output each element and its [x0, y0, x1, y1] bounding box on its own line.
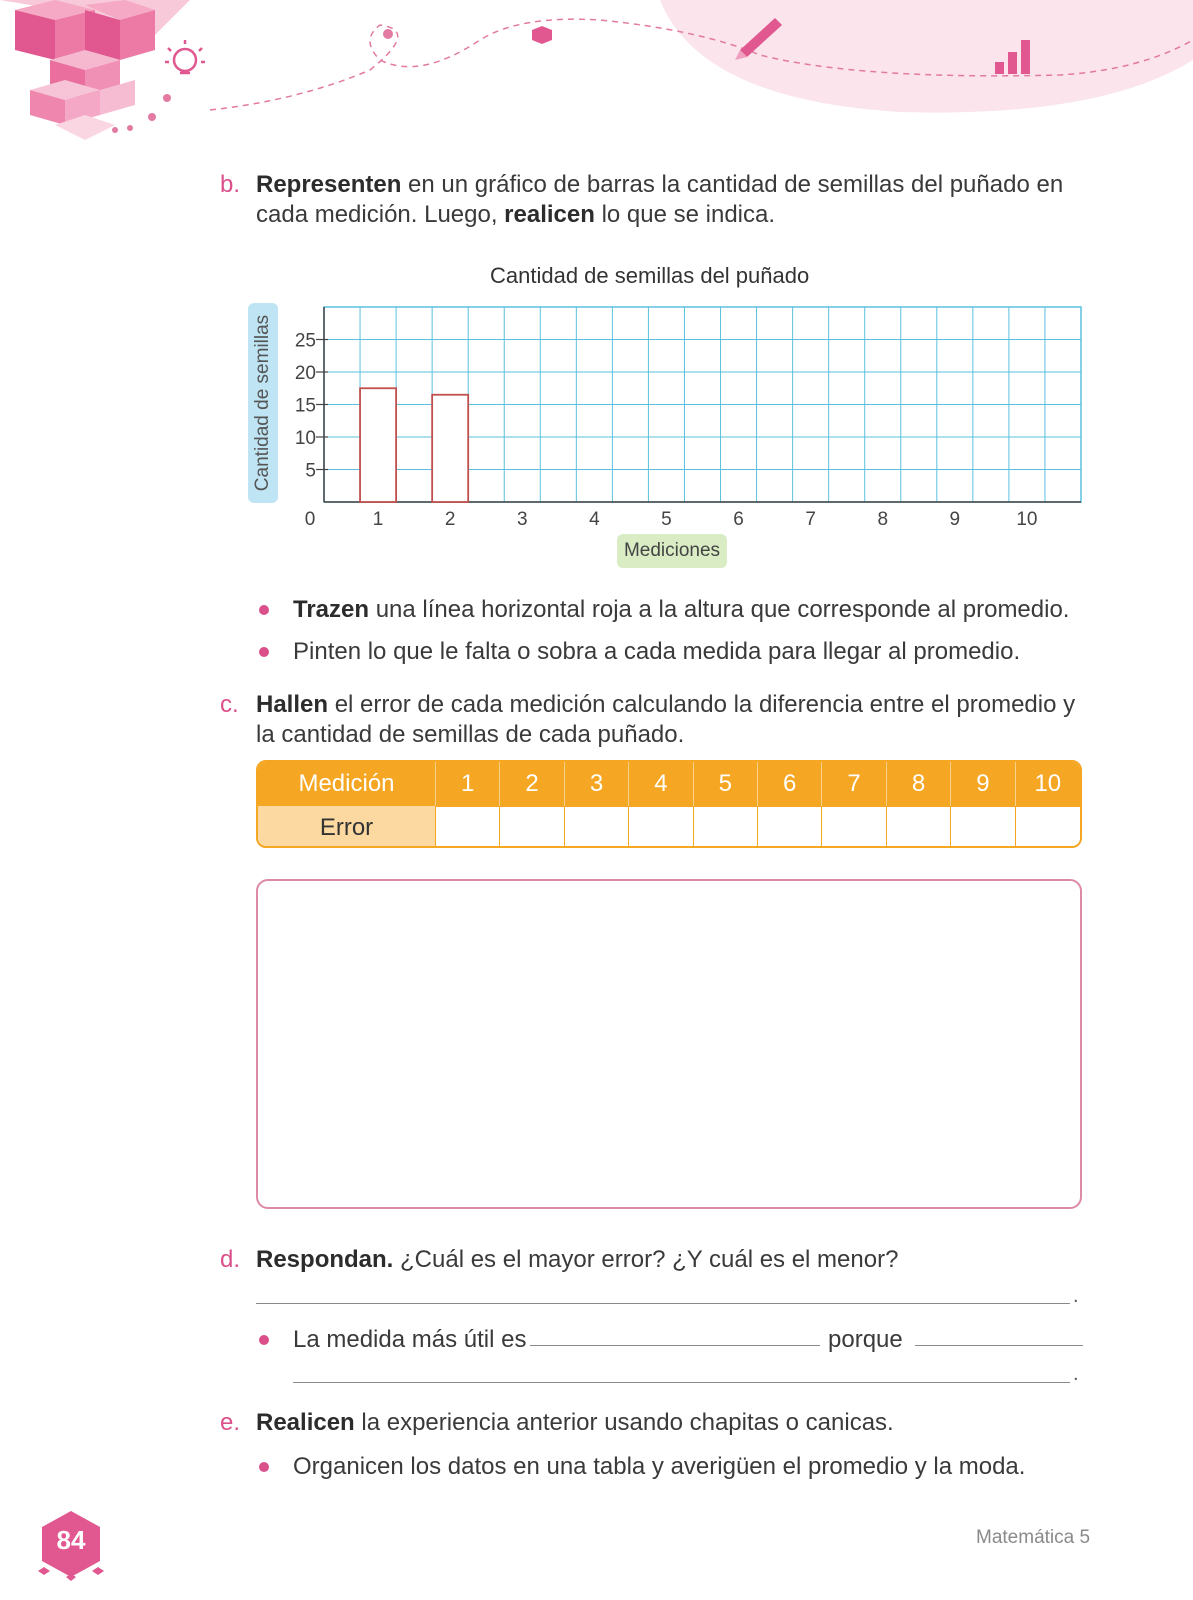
item-letter: e. — [220, 1409, 241, 1436]
bold-verb: Realicen — [256, 1409, 355, 1436]
bullet-dot — [259, 647, 269, 657]
origin-label: 0 — [304, 509, 316, 530]
x-tick-label: 5 — [661, 509, 672, 530]
instruction-c-line1 — [256, 690, 1075, 720]
item-letter: b. — [220, 171, 241, 198]
table-header-label: Medición — [258, 762, 436, 806]
chart-title: Cantidad de semillas del puñado — [490, 263, 810, 288]
table-header-cell: 10 — [1016, 762, 1080, 806]
table-answer-cell[interactable] — [887, 806, 951, 848]
bullet-text: Pinten lo que le falta o sobra a cada medida para llegar al promedio. — [293, 638, 1021, 665]
instruction-c-line2: la cantidad de semillas de cada puñado. — [256, 721, 685, 748]
instruction-d — [256, 1245, 898, 1275]
item-letter: d. — [220, 1246, 241, 1273]
answer-line[interactable] — [530, 1345, 820, 1346]
instruction-e — [256, 1408, 894, 1438]
y-tick-label: 15 — [294, 395, 316, 417]
x-tick-label: 7 — [805, 509, 816, 530]
x-tick-label: 9 — [949, 509, 961, 530]
y-tick-label: 25 — [294, 330, 316, 352]
instruction-b-line2 — [256, 200, 775, 230]
table-header-cell: 9 — [951, 762, 1015, 806]
bullet-text: una línea horizontal roja a la altura que corresponde al promedio. — [369, 596, 1070, 623]
table-answer-cell[interactable] — [758, 806, 822, 848]
x-tick-label: 4 — [589, 509, 600, 530]
table-header-cell: 8 — [887, 762, 951, 806]
bullet-dot — [259, 605, 269, 615]
table-header-cell: 6 — [758, 762, 822, 806]
y-tick-label: 20 — [294, 363, 316, 384]
chart-grid-frame — [324, 307, 1081, 502]
error-table — [256, 760, 1082, 848]
bullet-item — [293, 595, 1069, 625]
table-header-cell: 4 — [629, 762, 693, 806]
answer-line[interactable] — [256, 1303, 1070, 1304]
table-header-cell: 2 — [500, 762, 564, 806]
chart-bar — [360, 388, 396, 502]
table-header-cell: 5 — [694, 762, 758, 806]
x-tick-label: 6 — [733, 509, 744, 530]
bullet-item — [293, 637, 1020, 667]
table-answer-cell[interactable] — [1016, 806, 1080, 848]
chart-bar — [432, 395, 468, 502]
y-axis-label: Cantidad de semillas — [252, 314, 273, 492]
item-letter: c. — [220, 691, 239, 718]
x-tick-label: 3 — [516, 509, 528, 530]
bullet-dot — [259, 1335, 269, 1345]
x-tick-label: 2 — [444, 509, 456, 530]
bold-verb: Respondan. — [256, 1246, 394, 1273]
answer-line[interactable] — [293, 1382, 1070, 1383]
instruction-text: lo que se indica. — [594, 201, 776, 228]
instruction-text: el error de cada medición calculando la diferencia entre el promedio y — [328, 691, 1076, 718]
page-number: 84 — [56, 1525, 86, 1555]
work-area[interactable] — [256, 879, 1082, 1209]
table-row-label: Error — [258, 806, 436, 848]
bold-verb: Representen — [256, 171, 402, 198]
table-header-cell: 7 — [822, 762, 886, 806]
book-title: Matemática 5 — [976, 1527, 1091, 1548]
y-tick-label: 5 — [305, 460, 316, 482]
x-axis-label: Mediciones — [623, 540, 721, 561]
answer-line[interactable] — [915, 1345, 1083, 1346]
bullet-prefix: La medida más útil es — [293, 1326, 527, 1353]
bullet-dot — [259, 1462, 269, 1472]
instruction-text: en un gráfico de barras la cantidad de semillas del puñado en — [401, 171, 1064, 198]
table-answer-cell[interactable] — [951, 806, 1015, 848]
table-header-cell: 1 — [436, 762, 500, 806]
bold-verb: realicen — [504, 201, 595, 228]
table-answer-cell[interactable] — [500, 806, 564, 848]
table-answer-cell[interactable] — [436, 806, 500, 848]
lightbulb-icon — [165, 40, 205, 73]
instruction-text: la experiencia anterior usando chapitas o canicas. — [354, 1409, 894, 1436]
table-answer-cell[interactable] — [565, 806, 629, 848]
bold-verb: Hallen — [256, 691, 329, 718]
bold-verb: Trazen — [293, 596, 370, 623]
x-tick-label: 8 — [877, 509, 889, 530]
x-tick-label: 1 — [372, 509, 384, 530]
cubes-icon — [15, 0, 155, 140]
instruction-b-line1 — [256, 170, 1063, 200]
table-answer-cell[interactable] — [629, 806, 693, 848]
y-tick-label: 10 — [294, 428, 316, 449]
bullet-connector: porque — [828, 1326, 903, 1353]
table-answer-cell[interactable] — [822, 806, 886, 848]
period: . — [1073, 1285, 1079, 1307]
bullet-item: Organicen los datos en una tabla y averigüen el promedio y la moda. — [293, 1453, 1026, 1480]
instruction-text: cada medición. Luego, — [256, 201, 505, 228]
period: . — [1073, 1363, 1079, 1385]
header-decoration — [0, 0, 1193, 160]
table-answer-cell[interactable] — [694, 806, 758, 848]
question-text: ¿Cuál es el mayor error? ¿Y cuál es el menor? — [393, 1246, 899, 1273]
instruction-b — [220, 170, 240, 200]
table-header-cell: 3 — [565, 762, 629, 806]
x-tick-label: 10 — [1016, 509, 1038, 530]
